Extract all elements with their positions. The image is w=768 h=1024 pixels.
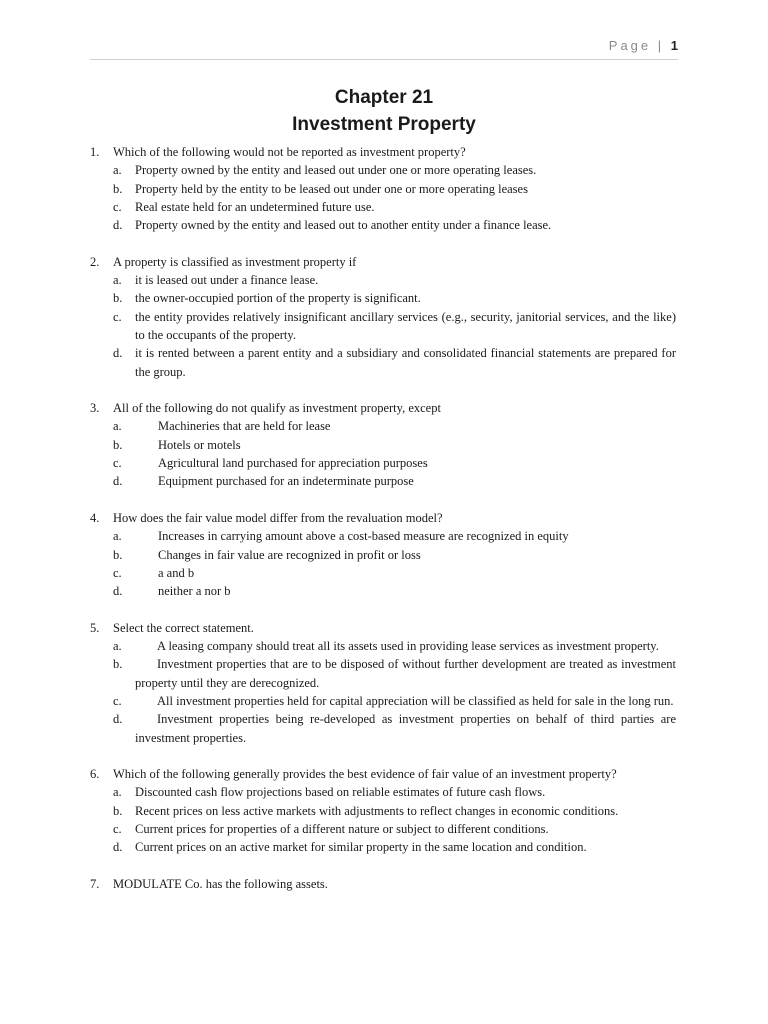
question-7 [90, 875, 676, 893]
question-number: 1. [90, 145, 100, 159]
option-d: d. Current prices on an active market for similar property in the same location and condition. [113, 840, 587, 855]
chapter-subject: Investment Property [292, 114, 476, 135]
option-a: a. it is leased out under a finance lease. [113, 273, 319, 288]
page-number: 1 [670, 38, 678, 53]
option-a: a. A leasing company should treat all its assets used in providing lease services as investment property. [113, 639, 659, 654]
question-number: 3. [90, 401, 100, 416]
question-6 [90, 765, 676, 856]
option-d: d. neither a nor b [113, 584, 231, 599]
chapter-title: Chapter 21 [334, 87, 434, 108]
question-text: Select the correct statement. [113, 620, 254, 635]
option-b: b. Hotels or motels [113, 437, 241, 452]
option-a: a. Property owned by the entity and leased out under one or more operating leases. [113, 163, 537, 178]
question-number: 2. [90, 254, 100, 269]
question-text: A property is classified as investment property if [113, 254, 357, 269]
question-number: 5. [90, 620, 100, 635]
option-b: b. Investment properties that are to be disposed of without further development are treated as investment property until they are derecognized. [113, 657, 676, 690]
option-c: c. Real estate held for an undetermined future use. [113, 199, 375, 214]
option-c: c. Agricultural land purchased for appreciation purposes [113, 456, 428, 471]
question-number: 4. [90, 510, 100, 525]
option-b: b. Property held by the entity to be leased out under one or more operating leases [113, 181, 528, 196]
option-d: d. it is rented between a parent entity and a subsidiary and consolidated financial statements are prepared for the group. [113, 346, 676, 379]
option-c: c. All investment properties held for capital appreciation will be classified as held for sale in the long run. [113, 693, 674, 708]
question-2 [90, 253, 676, 381]
question-number: 6. [90, 767, 100, 782]
option-c: c. the entity provides relatively insignificant ancillary services (e.g., security, janitorial services, and the like) to the occupants of the property. [113, 309, 676, 342]
question-4 [90, 509, 676, 600]
option-b: b. Recent prices on less active markets with adjustments to reflect changes in economic conditions. [113, 803, 619, 818]
option-d: d. Investment properties being re-developed as investment properties on behalf of third parties are investment properties. [113, 712, 676, 745]
question-text: Which of the following would not be reported as investment property? [113, 145, 466, 159]
option-c: c. a and b [113, 565, 195, 580]
page-header [609, 38, 678, 53]
option-c: c. Current prices for properties of a different nature or subject to different conditions. [113, 821, 549, 836]
question-5 [90, 619, 676, 747]
option-a: a. Machineries that are held for lease [113, 419, 331, 434]
question-text: MODULATE Co. has the following assets. [113, 876, 328, 891]
chapter-heading [0, 84, 768, 138]
question-text: How does the fair value model differ from the revaluation model? [113, 510, 443, 525]
question-text: All of the following do not qualify as investment property, except [113, 401, 441, 416]
question-text: Which of the following generally provides the best evidence of fair value of an investment property? [113, 767, 617, 782]
header-rule [90, 59, 678, 60]
option-b: b. the owner-occupied portion of the property is significant. [113, 291, 421, 306]
option-d: d. Property owned by the entity and leased out to another entity under a finance lease. [113, 218, 552, 233]
question-3 [90, 399, 676, 490]
option-b: b. Changes in fair value are recognized in profit or loss [113, 547, 421, 562]
question-number: 7. [90, 876, 100, 891]
page-label: Page | [608, 38, 665, 53]
option-d: d. Equipment purchased for an indeterminate purpose [113, 474, 414, 489]
question-list [90, 143, 676, 893]
option-a: a. Increases in carrying amount above a cost-based measure are recognized in equity [113, 529, 569, 544]
option-a: a. Discounted cash flow projections based on reliable estimates of future cash flows. [113, 785, 546, 800]
question-1 [90, 143, 676, 234]
